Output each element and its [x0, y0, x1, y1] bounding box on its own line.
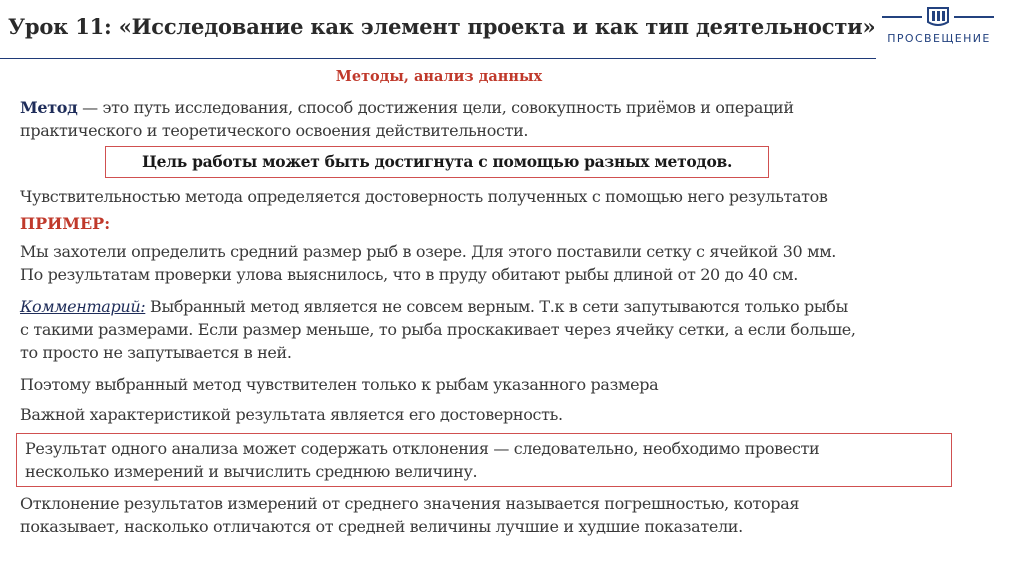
method-term: Метод [20, 98, 78, 117]
method-definition-line-1 [20, 96, 794, 119]
logo-line-left [882, 16, 922, 18]
goal-highlight-box [105, 146, 769, 178]
slide-title: Урок 11: «Исследование как элемент проекта и как тип деятельности» [8, 14, 876, 39]
logo-text: ПРОСВЕЩЕНИЕ [887, 32, 991, 45]
comment-line-1 [20, 295, 848, 318]
conclusion-reliability: Важной характеристикой результата является его достоверность. [20, 405, 563, 424]
comment-line-3: то просто не запутывается в ней. [20, 343, 292, 362]
publisher-logo [876, 6, 1002, 48]
deviation-line-2: несколько измерений и вычислить среднюю величину. [25, 462, 478, 481]
goal-highlight-text: Цель работы может быть достигнута с помощью разных методов. [141, 152, 733, 171]
example-line-1: Мы захотели определить средний размер рыб в озере. Для этого поставили сетку с ячейкой 30 мм. [20, 242, 837, 261]
prosveshchenie-logo-icon [926, 6, 950, 28]
sensitivity-statement: Чувствительностью метода определяется достоверность полученных с помощью него результатов [20, 187, 828, 206]
title-divider [0, 58, 876, 59]
comment-line-2: с такими размерами. Если размер меньше, то рыба проскакивает через ячейку сетки, а если больше, [20, 320, 856, 339]
conclusion-sensitivity: Поэтому выбранный метод чувствителен только к рыбам указанного размера [20, 375, 659, 394]
example-label: ПРИМЕР: [20, 214, 111, 233]
comment-label: Комментарий: [20, 297, 146, 316]
deviation-highlight-box [16, 433, 952, 487]
comment-text: Выбранный метод является не совсем верным. Т.к в сети запутываются только рыбы [145, 297, 848, 316]
method-definition-line-2: практического и теоретического освоения действительности. [20, 121, 529, 140]
example-line-2: По результатам проверки улова выяснилось, что в пруду обитают рыбы длиной от 20 до 40 см. [20, 265, 798, 284]
deviation-line-1: Результат одного анализа может содержать отклонения — следовательно, необходимо провести [25, 439, 820, 458]
error-definition-line-1: Отклонение результатов измерений от среднего значения называется погрешностью, которая [20, 494, 800, 513]
logo-line-right [954, 16, 994, 18]
method-definition-text: — это путь исследования, способ достижения цели, совокупность приёмов и операций [77, 98, 794, 117]
section-subtitle: Методы, анализ данных [335, 68, 543, 85]
error-definition-line-2: показывает, насколько отличаются от средней величины лучшие и худшие показатели. [20, 517, 743, 536]
